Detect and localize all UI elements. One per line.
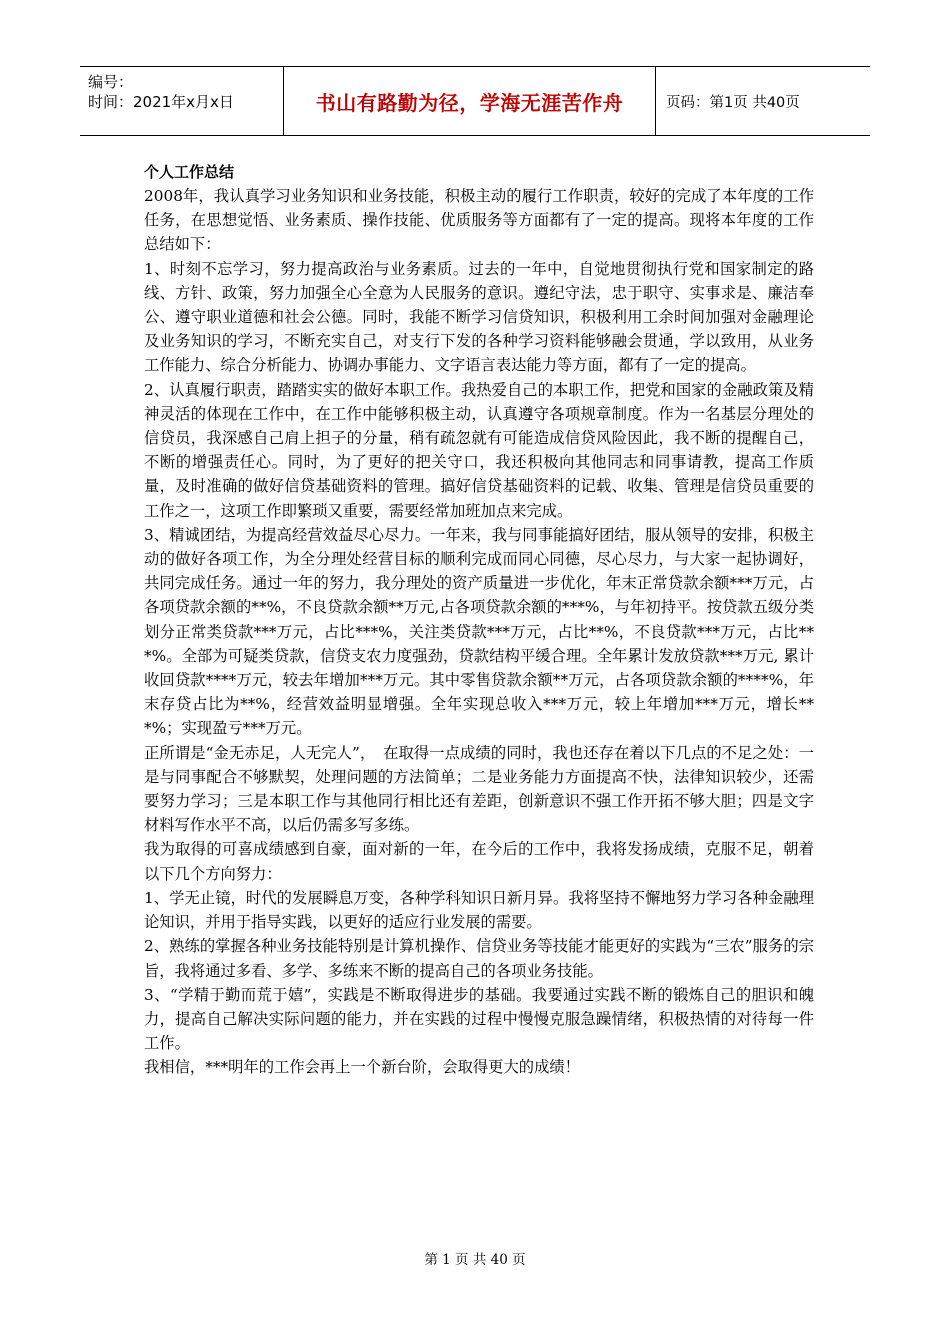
header-page-label: 页码：第1页 共40页	[666, 94, 800, 111]
paragraph: 2、认真履行职责，踏踏实实的做好本职工作。我热爱自己的本职工作，把党和国家的金融政策及精神灵活的体现在工作中，在工作中能够积极主动，认真遵守各项规章制度。作为一名基层分理处的信贷员，我深感自己肩上担子的分量，稍有疏忽就有可能造成信贷风险因此，我不断的提醒自己，不断的增强责任心。同时，为了更好的把关守口，我还积极向其他同志和同事请教，提高工作质量，及时准确的做好信贷基础资料的管理。搞好信贷基础资料的记载、收集、管理是信贷员重要的工作之一，这项工作即繁琐又重要，需要经常加班加点来完成。	[144, 380, 814, 520]
paragraph: 我相信，***明年的工作会再上一个新台阶，会取得更大的成绩！	[144, 1058, 580, 1077]
number-label: 编号：	[88, 73, 134, 91]
date-label: 时间：2021年x月x日	[88, 93, 234, 111]
document-title: 个人工作总结	[144, 163, 235, 181]
paragraph: 3、“学精于勤而荒于嬉”，实践是不断取得进步的基础。我要通过实践不断的锻炼自己的胆识和魄力，提高自己解决实际问题的能力，并在实践的过程中慢慢克服急躁情绪，积极热情的对待每一件工作。	[144, 985, 814, 1053]
header-meta	[80, 67, 284, 135]
paragraph: 3、精诚团结，为提高经营效益尽心尽力。一年来，我与同事能搞好团结，服从领导的安排，积极主动的做好各项工作，为全分理处经营目标的顺利完成而同心同德，尽心尽力，与大家一起协调好，共同完成任务。通过一年的努力，我分理处的资产质量进一步优化，年末正常贷款余额***万元，占各项贷款余额的**%，不良贷款余额**万元,占各项贷款余额的***%，与年初持平。按贷款五级分类划分正常类贷款***万元，占比***%，关注类贷款***万元，占比**%，不良贷款***万元，占比***%。全部为可疑类贷款，信贷支农力度强劲，贷款结构平缓合理。全年累计发放贷款***万元, 累计收回贷款****万元，较去年增加***万元。其中零售贷款余额**万元，占各项贷款余额的****%，年末存贷占比为**%，经营效益明显增强。全年实现总收入***万元，较上年增加***万元，增长***%；实现盈亏***万元。	[144, 525, 814, 738]
page-header	[80, 66, 870, 136]
paragraph: 正所谓是“金无赤足，人无完人”， 在取得一点成绩的同时，我也还存在着以下几点的不足之处：一是与同事配合不够默契，处理问题的方法简单；二是业务能力方面提高不快，法律知识较少，还需要努力学习；三是本职工作与其他同行相比还有差距，创新意识不强工作开拓不够大胆；四是文字材料写作水平不高，以后仍需多写多练。	[144, 743, 814, 835]
document-body	[144, 160, 814, 1080]
paragraph: 1、学无止镜，时代的发展瞬息万变，各种学科知识日新月异。我将坚持不懈地努力学习各种金融理论知识，并用于指导实践，以更好的适应行业发展的需要。	[144, 888, 814, 932]
page-footer: 第 1 页 共 40 页	[424, 1252, 526, 1268]
header-motto: 书山有路勤为径，学海无涯苦作舟	[284, 67, 656, 135]
paragraph: 1、时刻不忘学习，努力提高政治与业务素质。过去的一年中，自觉地贯彻执行党和国家制定的路线、方针、政策，努力加强全心全意为人民服务的意识。遵纪守法，忠于职守、实事求是、廉洁奉公、遵守职业道德和社会公德。同时，我能不断学习信贷知识，积极利用工余时间加强对金融理论及业务知识的学习，不断充实自己，对支行下发的各种学习资料能够融会贯通，学以致用，从业务工作能力、综合分析能力、协调办事能力、文字语言表达能力等方面，都有了一定的提高。	[144, 259, 814, 375]
paragraph: 2008年，我认真学习业务知识和业务技能，积极主动的履行工作职责，较好的完成了本年度的工作任务，在思想觉悟、业务素质、操作技能、优质服务等方面都有了一定的提高。现将本年度的工作总结如下：	[144, 187, 814, 254]
paragraph: 2、熟练的掌握各种业务技能特别是计算机操作、信贷业务等技能才能更好的实践为“三农”服务的宗旨，我将通过多看、多学、多练来不断的提高自己的各项业务技能。	[144, 937, 814, 980]
paragraph: 我为取得的可喜成绩感到自豪，面对新的一年，在今后的工作中，我将发扬成绩，克服不足，朝着以下几个方向努力：	[144, 840, 814, 883]
